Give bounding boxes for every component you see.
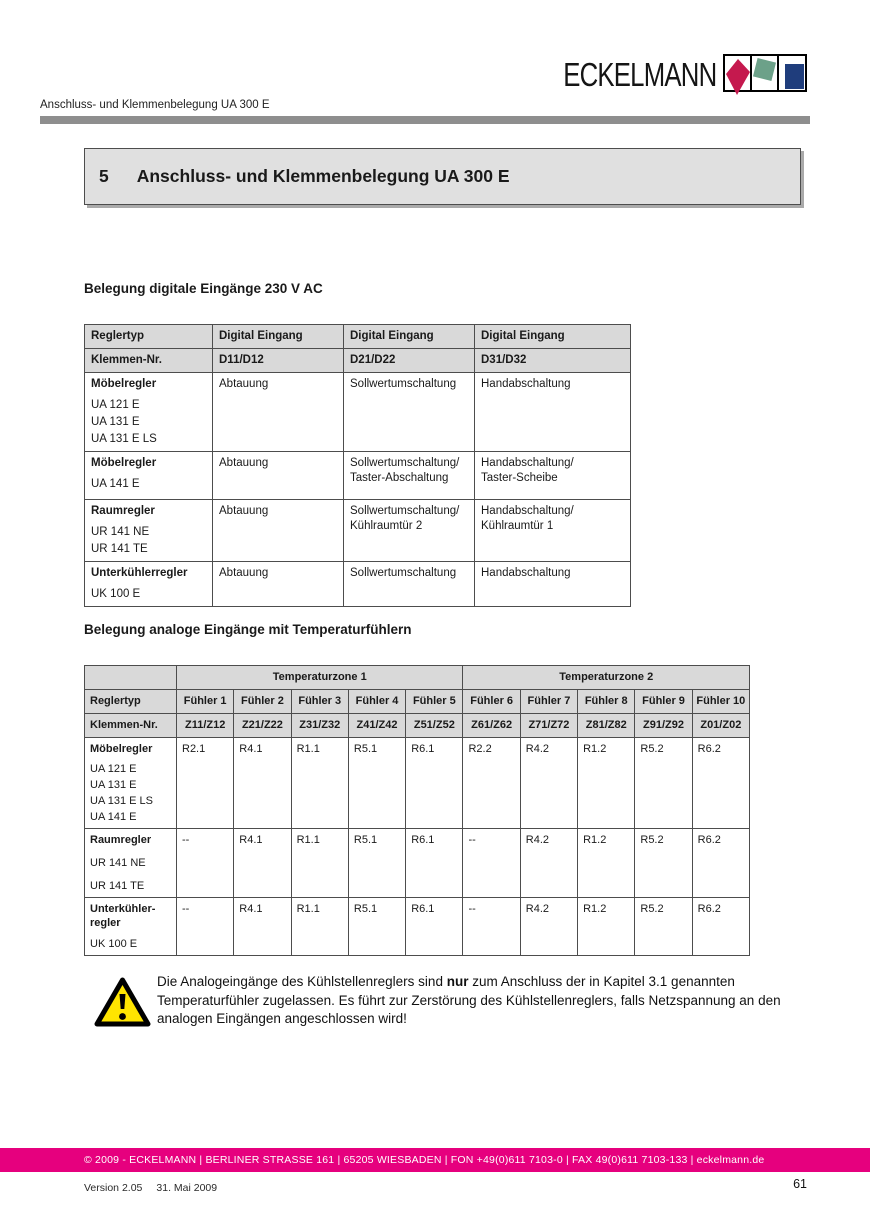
header-cell: Fühler 6 [463, 690, 520, 714]
running-header: Anschluss- und Klemmenbelegung UA 300 E [40, 99, 270, 111]
warning-note [157, 973, 805, 1029]
cell-text: Taster-Scheibe [481, 472, 558, 484]
model-line: UA 131 E [90, 779, 137, 791]
regler-type: Raumregler [90, 834, 152, 846]
value-cell: R4.1 [234, 898, 291, 956]
header-cell: Z81/Z82 [578, 714, 635, 738]
version-label: Version 2.05 [84, 1182, 143, 1194]
value-cell: R6.2 [692, 738, 749, 829]
header-divider [40, 116, 810, 124]
section-heading-analog: Belegung analoge Eingänge mit Temperaturfühlern [84, 622, 412, 637]
cell-text: Sollwertumschaltung/ [350, 505, 460, 517]
header-cell: Reglertyp [85, 325, 213, 349]
table-header-row [85, 714, 750, 738]
copyright-text: © 2009 - ECKELMANN | BERLINER STRASSE 161 | 65205 WIESBADEN | FON +49(0)611 7103-0 | FAX 49(0)611 7103-133 | eckelmann.de [84, 1154, 765, 1166]
value-cell: R6.1 [406, 738, 463, 829]
header-cell: Z51/Z52 [406, 714, 463, 738]
cell-text: Abtauung [219, 505, 269, 517]
regler-type: regler [90, 917, 121, 929]
header-cell: Fühler 8 [578, 690, 635, 714]
value-cell: R4.2 [520, 829, 577, 898]
header-cell: Digital Eingang [344, 325, 475, 349]
header-cell: Fühler 3 [291, 690, 348, 714]
header-cell: Z01/Z02 [692, 714, 749, 738]
value-cell: R4.1 [234, 738, 291, 829]
value-cell: R1.1 [291, 738, 348, 829]
cell-text: Taster-Abschaltung [350, 472, 449, 484]
logo-mark-icon [722, 52, 808, 98]
regler-type-cell [85, 500, 213, 562]
header-cell: Reglertyp [85, 690, 177, 714]
value-cell: R4.2 [520, 898, 577, 956]
header-cell: Z61/Z62 [463, 714, 520, 738]
regler-type-cell [85, 373, 213, 452]
value-cell: R1.2 [578, 829, 635, 898]
table-row [85, 829, 750, 898]
warning-text: Die Analogeingänge des Kühlstellenreglers sind [157, 974, 447, 989]
chapter-title: Anschluss- und Klemmenbelegung UA 300 E [136, 166, 510, 186]
value-cell: R5.2 [635, 898, 692, 956]
value-cell: R1.1 [291, 898, 348, 956]
table-row [85, 738, 750, 829]
value-cell: -- [463, 829, 520, 898]
regler-type-cell [85, 738, 177, 829]
header-cell: Fühler 7 [520, 690, 577, 714]
table-row [85, 500, 631, 562]
regler-type-cell [85, 898, 177, 956]
value-cell: R4.1 [234, 829, 291, 898]
model-line: UA 121 E [90, 763, 137, 775]
header-cell: Klemmen-Nr. [85, 349, 213, 373]
value-cell: R1.1 [291, 829, 348, 898]
header-cell: D11/D12 [213, 349, 344, 373]
chapter-title-box [84, 148, 801, 205]
value-cell: R6.1 [406, 829, 463, 898]
model-line: UR 141 NE [90, 857, 146, 869]
cell-text: Handabschaltung/ [481, 505, 574, 517]
table-row [85, 562, 631, 607]
value-cell: -- [177, 898, 234, 956]
digital-inputs-table [84, 324, 631, 607]
header-cell: Fühler 9 [635, 690, 692, 714]
header-cell: Fühler 4 [348, 690, 405, 714]
footer-copyright-bar [0, 1148, 870, 1172]
value-cell [344, 452, 475, 500]
model-line: UA 131 E LS [91, 433, 157, 445]
regler-type-cell [85, 562, 213, 607]
header-cell: Z11/Z12 [177, 714, 234, 738]
cell-text: Handabschaltung [481, 567, 571, 579]
page-number: 61 [793, 1177, 807, 1191]
model-line: UA 121 E [91, 399, 140, 411]
header-cell: Fühler 10 [692, 690, 749, 714]
value-cell: R2.1 [177, 738, 234, 829]
logo-blue-square-icon [785, 64, 804, 89]
model-line: UR 141 NE [91, 526, 150, 538]
cell-text: Sollwertumschaltung [350, 567, 457, 579]
value-cell: R1.2 [578, 898, 635, 956]
header-cell: Klemmen-Nr. [85, 714, 177, 738]
value-cell: R1.2 [578, 738, 635, 829]
header-cell: Digital Eingang [213, 325, 344, 349]
section-heading-digital: Belegung digitale Eingänge 230 V AC [84, 281, 323, 296]
model-line: UA 131 E [91, 416, 140, 428]
warning-text: zum Anschluss der in Kapitel 3.1 genannten Temperaturfühler zugelassen. Es führt zur Zerstörung des Kühlstellenreglers, falls Netzspannung an den analogen Eingängen angeschlossen wird! [157, 974, 781, 1026]
header-cell: Z71/Z72 [520, 714, 577, 738]
header-logo [520, 52, 808, 98]
value-cell [344, 500, 475, 562]
header-cell: Fühler 2 [234, 690, 291, 714]
model-line: UA 141 E [91, 478, 140, 490]
analog-inputs-table [84, 665, 750, 956]
cell-text: Handabschaltung/ [481, 457, 574, 469]
value-cell: R5.2 [635, 829, 692, 898]
warning-icon [94, 976, 151, 1033]
value-cell [344, 373, 475, 452]
table-header-row [85, 666, 750, 690]
warning-bold-word: nur [446, 974, 469, 989]
regler-type: Möbelregler [91, 457, 157, 469]
value-cell [344, 562, 475, 607]
regler-type: Raumregler [91, 505, 155, 517]
value-cell: -- [177, 829, 234, 898]
cell-text: Sollwertumschaltung/ [350, 457, 460, 469]
value-cell [475, 562, 631, 607]
table-row [85, 373, 631, 452]
header-cell: Z91/Z92 [635, 714, 692, 738]
value-cell [475, 373, 631, 452]
regler-type: Unterkühler- [90, 903, 156, 915]
value-cell [475, 500, 631, 562]
model-line: UR 141 TE [90, 880, 145, 892]
header-cell: Fühler 1 [177, 690, 234, 714]
value-cell: R5.1 [348, 738, 405, 829]
value-cell [213, 500, 344, 562]
cell-text: Kühlraumtür 1 [481, 520, 554, 532]
value-cell: R6.2 [692, 829, 749, 898]
cell-text: Abtauung [219, 567, 269, 579]
value-cell: R5.1 [348, 829, 405, 898]
value-cell: R4.2 [520, 738, 577, 829]
regler-type: Unterkühlerregler [91, 567, 188, 579]
table-header-row [85, 325, 631, 349]
table-row [85, 898, 750, 956]
model-line: UK 100 E [91, 588, 141, 600]
value-cell [213, 562, 344, 607]
regler-type: Möbelregler [91, 378, 157, 390]
model-line: UR 141 TE [91, 543, 148, 555]
header-cell: Z21/Z22 [234, 714, 291, 738]
header-cell: D31/D32 [475, 349, 631, 373]
cell-text: Abtauung [219, 378, 269, 390]
regler-type-cell [85, 452, 213, 500]
table-header-row [85, 690, 750, 714]
header-cell: Z31/Z32 [291, 714, 348, 738]
model-line: UK 100 E [90, 938, 138, 950]
cell-text: Sollwertumschaltung [350, 378, 457, 390]
header-cell: D21/D22 [344, 349, 475, 373]
model-line: UA 141 E [90, 811, 137, 823]
value-cell [475, 452, 631, 500]
value-cell: R6.2 [692, 898, 749, 956]
date-label: 31. Mai 2009 [156, 1182, 218, 1194]
table-row [85, 452, 631, 500]
header-cell: Z41/Z42 [348, 714, 405, 738]
chapter-number: 5 [99, 166, 109, 186]
value-cell: R6.1 [406, 898, 463, 956]
header-cell: Digital Eingang [475, 325, 631, 349]
value-cell [213, 452, 344, 500]
value-cell: -- [463, 898, 520, 956]
version-line [84, 1182, 217, 1194]
cell-text: Abtauung [219, 457, 269, 469]
regler-type: Möbelregler [90, 743, 153, 755]
header-cell: Fühler 5 [406, 690, 463, 714]
table-header-row [85, 349, 631, 373]
model-line: UA 131 E LS [90, 795, 153, 807]
value-cell: R5.2 [635, 738, 692, 829]
logo-wordmark: ECKELMANN [562, 56, 716, 93]
header-cell [85, 666, 177, 690]
value-cell: R2.2 [463, 738, 520, 829]
value-cell: R5.1 [348, 898, 405, 956]
zone-header: Temperaturzone 1 [177, 666, 463, 690]
cell-text: Kühlraumtür 2 [350, 520, 423, 532]
cell-text: Handabschaltung [481, 378, 571, 390]
value-cell [213, 373, 344, 452]
regler-type-cell [85, 829, 177, 898]
zone-header: Temperaturzone 2 [463, 666, 750, 690]
